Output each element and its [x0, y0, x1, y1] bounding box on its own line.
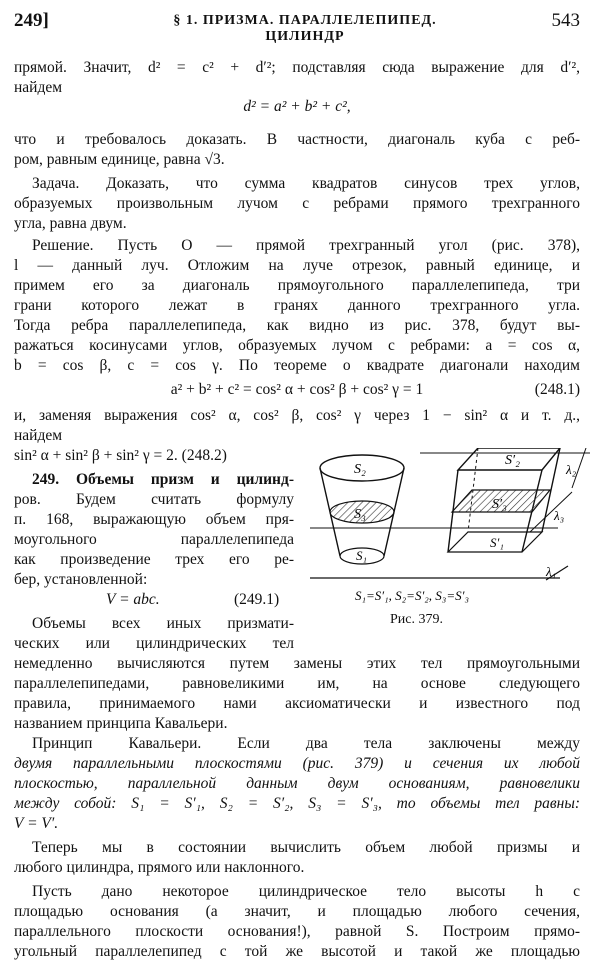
equation: V = abc. — [106, 591, 160, 608]
figure-caption: Рис. 379. — [390, 612, 443, 627]
text-line: ражаться косинусами углов, образуемых лучом с ребрами: a = cos α, — [14, 337, 580, 354]
text-line: Пусть дано некоторое цилиндрическое тело высоты h с — [32, 883, 580, 900]
text-line: названием принципа Кавальери. — [14, 715, 228, 732]
page-number: 543 — [551, 10, 580, 31]
text-line: найдем — [14, 79, 63, 96]
equation-number: (249.1) — [234, 591, 280, 608]
text-line: найдем — [14, 427, 63, 444]
text-line: п. 168, выражающую объем пря- — [14, 511, 294, 528]
text-line: l — данный луч. Отложим на луче отрезок, равный единице, и — [14, 257, 580, 274]
text-line: ческих или цилиндрических тел — [14, 635, 294, 652]
label-s3: S₃ — [354, 507, 366, 522]
equation: d² = a² + b² + c², — [243, 98, 351, 115]
text-line: как произведение трех его ре- — [14, 551, 294, 568]
equation: sin² α + sin² β + sin² γ = 2. (248.2) — [14, 447, 227, 464]
text-line: Теперь мы в состоянии вычислить объем любой призмы и — [32, 839, 580, 856]
text-line: примем его за диагональ прямоугольного параллелепипеда, три — [14, 277, 580, 294]
equation: a² + b² + c² = cos² α + cos² β + cos² γ = 1 — [170, 381, 424, 398]
text-line: b = cos β, c = cos γ. По теореме о квадрате диагонали находим — [14, 357, 580, 374]
text-line: площадью основания (а значит, и площадью любого сечения, — [14, 903, 580, 920]
text-line: угольный параллелепипед с той же высотой и такой же площадью — [14, 943, 580, 960]
text-line: ром, равным единице, равна √3. — [14, 151, 225, 168]
label-lambda-1: λ₁ — [546, 564, 557, 579]
label-s1-prime: S′₁ — [490, 535, 504, 550]
figure-equalities: S₁=S′₁, S₂=S′₂, S₃=S′₃ — [355, 588, 469, 603]
label-s2: S₂ — [354, 462, 366, 477]
text-line: двумя параллельными плоскостями (рис. 379) и сечения их любой — [14, 755, 580, 772]
text-line: прямой. Значит, d² = c² + d′²; подставляя сюда выражение для d′², — [14, 59, 580, 76]
text-line: параллелепипедами, равновеликими им, на основе следующего — [14, 675, 580, 692]
text-line: плоскостью, параллельной данным двум основаниям, равновелики — [14, 775, 580, 792]
section-marker: 249] — [14, 10, 49, 31]
text-line: моугольного параллелепипеда — [14, 531, 294, 548]
text-line: Объемы всех иных призмати- — [32, 615, 294, 632]
section-heading: 249. Объемы призм и цилинд- — [32, 471, 294, 488]
label-s2-prime: S′₂ — [505, 453, 520, 468]
label-s3-prime: S′₃ — [492, 497, 507, 512]
text-line: образуемых произвольным лучом с ребрами прямого трехгранного — [14, 195, 580, 212]
task-heading: Задача. Доказать, что сумма квадратов синусов трех углов, — [32, 175, 580, 192]
text-line: немедленно вычисляются путем замены этих тел прямоугольными — [14, 655, 580, 672]
text-line: угла, равна двум. — [14, 215, 127, 232]
text-line: параллельного плоскости основания!), равной S. Построим прямо- — [14, 923, 580, 940]
text-line: грани которого лежат в гранях данного трехгранного угла. — [14, 297, 580, 314]
figure-379 — [310, 448, 590, 608]
text-line: между собой: S₁ = S′₁, S₂ = S′₂, S₃ = S′₃, то объемы тел равны: — [14, 795, 580, 812]
equation-number: (248.1) — [534, 381, 580, 398]
running-title: § 1. ПРИЗМА. ПАРАЛЛЕЛЕПИПЕД. ЦИЛИНДР — [173, 13, 437, 44]
text-line: и, заменяя выражения cos² α, cos² β, cos² γ через 1 − sin² α и т. д., — [14, 407, 580, 424]
label-lambda-2: λ₂ — [566, 462, 577, 477]
text-line: Тогда ребра параллелепипеда, как видно из рис. 378, будут вы- — [14, 317, 580, 334]
solution-heading: Решение. Пусть O — прямой трехгранный угол (рис. 378), — [32, 237, 580, 254]
text-line: правила, принимаемого нами аксиоматически и известного под — [14, 695, 580, 712]
text-line: любого цилиндра, прямого или наклонного. — [14, 859, 305, 876]
text-line: V = V′. — [14, 815, 59, 832]
text-line: ров. Будем считать формулу — [14, 491, 294, 508]
label-lambda-3: λ₃ — [554, 508, 565, 523]
label-s1: S₁ — [356, 548, 368, 563]
text-line: бер, установленной: — [14, 571, 148, 588]
text-line: что и требовалось доказать. В частности, диагональ куба с реб- — [14, 131, 580, 148]
principle-heading: Принцип Кавальери. Если два тела заключены между — [32, 735, 580, 752]
